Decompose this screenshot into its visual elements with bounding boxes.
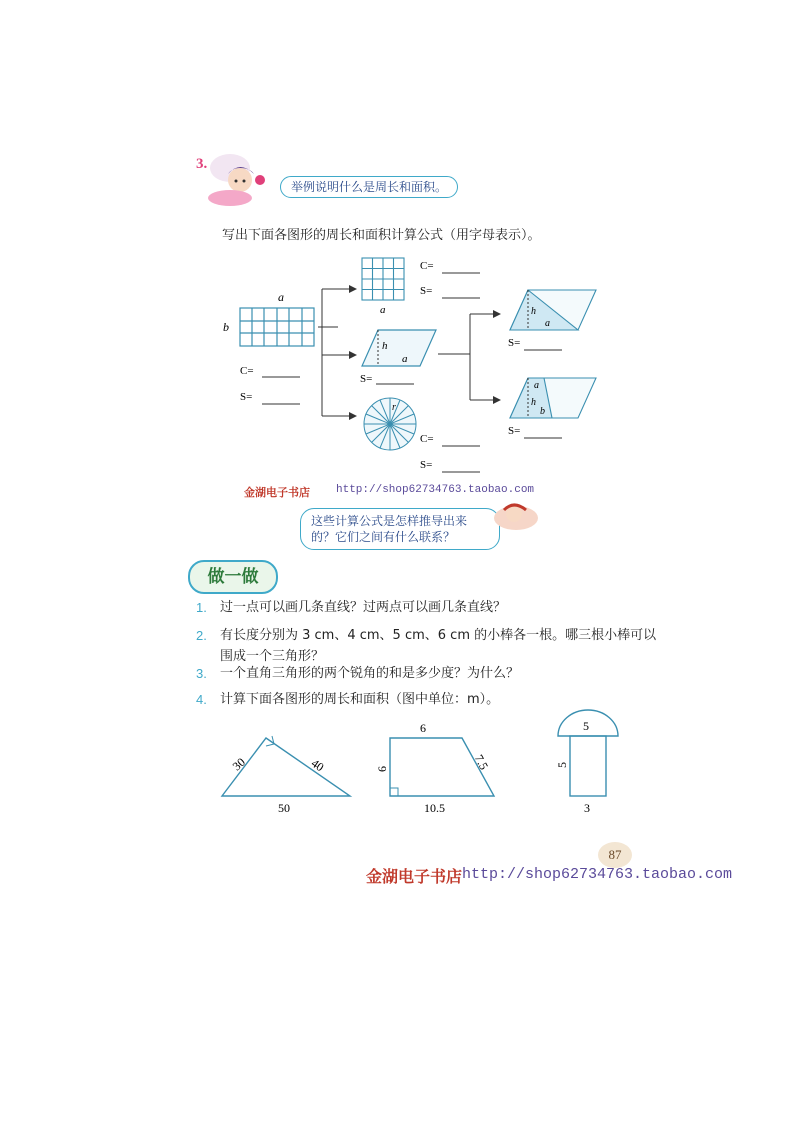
rect-b-label: b [223, 320, 229, 334]
square-a-label: a [380, 304, 386, 316]
trap-a-label: a [534, 380, 539, 391]
circle-c-label: C= [420, 433, 434, 445]
rect-c-label: C= [240, 365, 254, 377]
question-number: 4. [196, 692, 207, 707]
question-text-continued: 围成一个三角形？ [220, 649, 325, 664]
circle-s-label: S= [420, 459, 433, 471]
question-text: 一个直角三角形的两个锐角的和是多少度？为什么？ [220, 666, 520, 681]
composite-diameter-label: 5 [583, 719, 589, 733]
hint-bubble-top: 举例说明什么是周长和面积。 [280, 176, 458, 198]
watermark-url: http://shop62734763.taobao.com [336, 484, 535, 496]
instruction-text: 写出下面各图形的周长和面积计算公式（用字母表示）。 [222, 228, 541, 243]
question-text: 有长度分别为 3 cm、4 cm、5 cm、6 cm 的小棒各一根。哪三根小棒可以 [220, 628, 657, 643]
section-number: 3. [196, 156, 208, 172]
tri-s-label: S= [508, 337, 521, 349]
trapezoid-bottom-label: 10.5 [424, 801, 445, 815]
triangle-right-label: 40 [308, 755, 327, 775]
composite-width-label: 3 [584, 801, 590, 815]
watermark-url-bottom: http://shop62734763.taobao.com [462, 866, 733, 883]
para-h-label: h [382, 340, 388, 352]
rect-s-label: S= [240, 391, 253, 403]
composite-height-label: 5 [555, 762, 569, 768]
question-number: 2. [196, 628, 207, 643]
square-s-label: S= [420, 285, 433, 297]
tri-a-label: a [545, 318, 550, 329]
triangle-left-label: 30 [229, 754, 248, 774]
trap-b-label: b [540, 406, 545, 417]
rect-a-label: a [278, 290, 284, 304]
trapezoid-right-label: 7.5 [471, 752, 492, 773]
practice-title-badge: 做一做 [188, 560, 278, 594]
para-s-label: S= [360, 373, 373, 385]
triangle-base-label: 50 [278, 801, 290, 815]
trap-h-label: h [531, 397, 536, 408]
page-number: 87 [598, 842, 632, 868]
question-number: 1. [196, 600, 207, 615]
circle-r-label: r [392, 402, 396, 413]
trap-s-label: S= [508, 425, 521, 437]
tri-h-label: h [531, 306, 536, 317]
question-text: 过一点可以画几条直线？过两点可以画几条直线？ [220, 600, 507, 615]
question-text: 计算下面各图形的周长和面积（图中单位：m）。 [220, 692, 500, 707]
para-a-label: a [402, 353, 408, 365]
square-c-label: C= [420, 260, 434, 272]
watermark-shop-name: 金湖电子书店 [244, 487, 310, 499]
trapezoid-left-label: 6 [375, 766, 389, 772]
trapezoid-top-label: 6 [420, 721, 426, 735]
watermark-shop-name-bottom: 金湖电子书店 [366, 869, 463, 886]
question-number: 3. [196, 666, 207, 681]
hint-bubble-bottom: 这些计算公式是怎样推导出来的？它们之间有什么联系？ [300, 508, 500, 550]
